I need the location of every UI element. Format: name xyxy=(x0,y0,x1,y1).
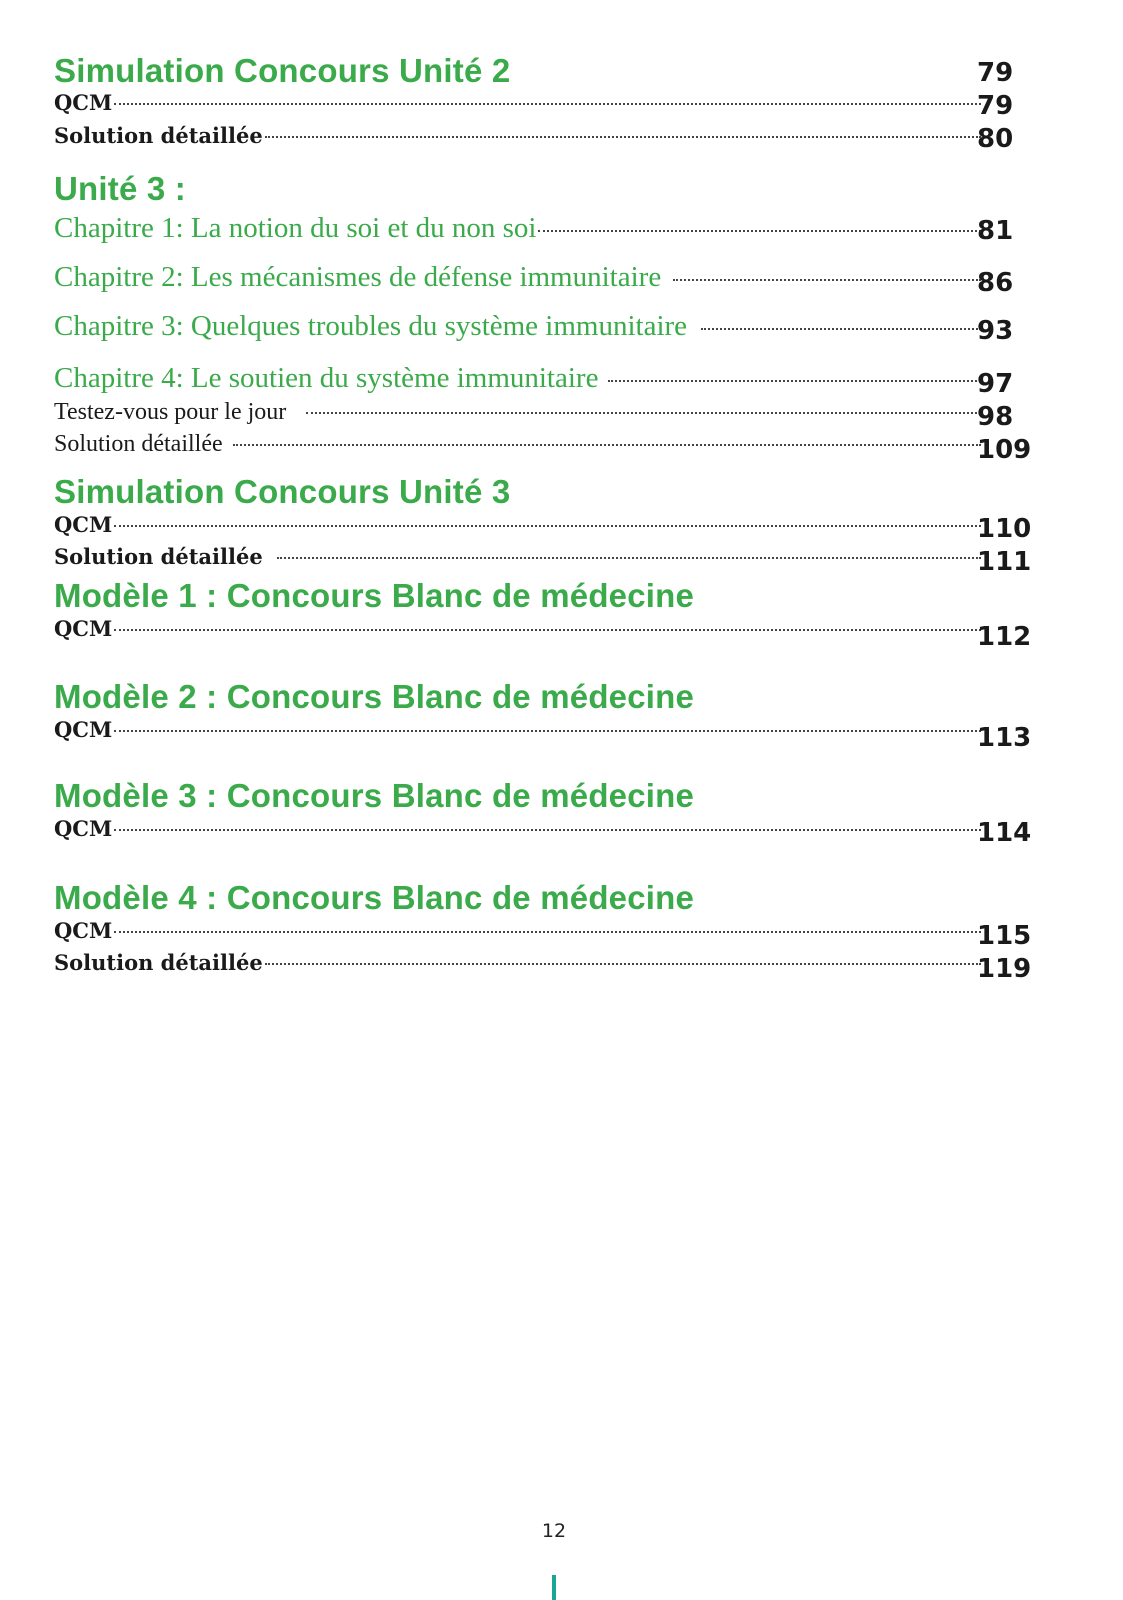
chapter-label: Chapitre 4: Le soutien du système immunitaire xyxy=(54,362,599,394)
footer-accent-bar xyxy=(552,1575,556,1600)
entry-label: QCM xyxy=(54,816,113,841)
page-number: 80 xyxy=(977,124,1014,154)
toc-entry[interactable] xyxy=(54,546,989,567)
entry-label: Solution détaillée xyxy=(54,123,263,148)
dot-leader xyxy=(114,829,981,831)
page-number: 111 xyxy=(977,547,1032,577)
page-number: 109 xyxy=(977,435,1032,465)
page-number: 119 xyxy=(977,954,1032,984)
section-heading: Modèle 4 : Concours Blanc de médecine xyxy=(54,879,695,916)
entry-label: Solution détaillée xyxy=(54,544,263,569)
dot-leader xyxy=(701,328,981,330)
chapter-label: Chapitre 1: La notion du soi et du non soi xyxy=(54,212,537,244)
toc-entry[interactable] xyxy=(54,263,989,292)
dot-leader xyxy=(114,730,981,732)
entry-label: QCM xyxy=(54,90,113,115)
page-number: 114 xyxy=(977,818,1032,848)
page-number: 115 xyxy=(977,921,1032,951)
dot-leader xyxy=(233,444,981,446)
section-heading: Simulation Concours Unité 2 xyxy=(54,52,511,89)
toc-entry[interactable] xyxy=(54,92,989,113)
page-number: 112 xyxy=(977,622,1032,652)
toc-entry[interactable] xyxy=(54,818,989,839)
section-heading: Modèle 1 : Concours Blanc de médecine xyxy=(54,577,695,614)
dot-leader xyxy=(114,931,981,933)
entry-label: QCM xyxy=(54,918,113,943)
toc-entry[interactable] xyxy=(54,125,989,146)
page-number: 97 xyxy=(977,369,1014,399)
toc-entry[interactable] xyxy=(54,952,989,973)
entry-label: QCM xyxy=(54,512,113,537)
toc-entry[interactable] xyxy=(54,364,989,393)
footer-page-number: 12 xyxy=(541,1520,567,1542)
toc-entry[interactable] xyxy=(54,719,989,740)
page-number: 110 xyxy=(977,514,1032,544)
toc-entry[interactable] xyxy=(54,432,989,456)
toc-entry[interactable] xyxy=(54,920,989,941)
page-number: 81 xyxy=(977,216,1014,246)
dot-leader xyxy=(114,103,981,105)
chapter-label: Chapitre 3: Quelques troubles du système immunitaire xyxy=(54,310,688,342)
page-number: 113 xyxy=(977,723,1032,753)
toc-entry[interactable] xyxy=(54,214,989,243)
dot-leader xyxy=(114,525,981,527)
section-heading: Unité 3 : xyxy=(54,170,186,207)
toc-entry[interactable] xyxy=(54,618,989,639)
dot-leader xyxy=(277,557,981,559)
dot-leader xyxy=(673,279,981,281)
entry-label: QCM xyxy=(54,616,113,641)
page-number: 79 xyxy=(977,91,1014,121)
page-number: 98 xyxy=(977,402,1014,432)
dot-leader xyxy=(538,230,981,232)
entry-label: Solution détaillée xyxy=(54,431,223,457)
section-heading: Modèle 2 : Concours Blanc de médecine xyxy=(54,678,695,715)
toc-entry[interactable] xyxy=(54,312,989,341)
dot-leader xyxy=(306,412,981,414)
dot-leader xyxy=(265,136,981,138)
dot-leader xyxy=(114,629,981,631)
toc-entry[interactable] xyxy=(54,400,989,424)
page-number: 93 xyxy=(977,316,1014,346)
dot-leader xyxy=(608,380,981,382)
section-heading: Simulation Concours Unité 3 xyxy=(54,473,511,510)
entry-label: QCM xyxy=(54,717,113,742)
dot-leader xyxy=(265,963,981,965)
entry-label: Solution détaillée xyxy=(54,950,263,975)
toc-entry[interactable] xyxy=(54,514,989,535)
chapter-label: Chapitre 2: Les mécanismes de défense immunitaire xyxy=(54,261,662,293)
page-number: 79 xyxy=(977,58,1014,88)
section-heading: Modèle 3 : Concours Blanc de médecine xyxy=(54,777,695,814)
entry-label: Testez-vous pour le jour xyxy=(54,399,287,425)
page-number: 86 xyxy=(977,268,1014,298)
